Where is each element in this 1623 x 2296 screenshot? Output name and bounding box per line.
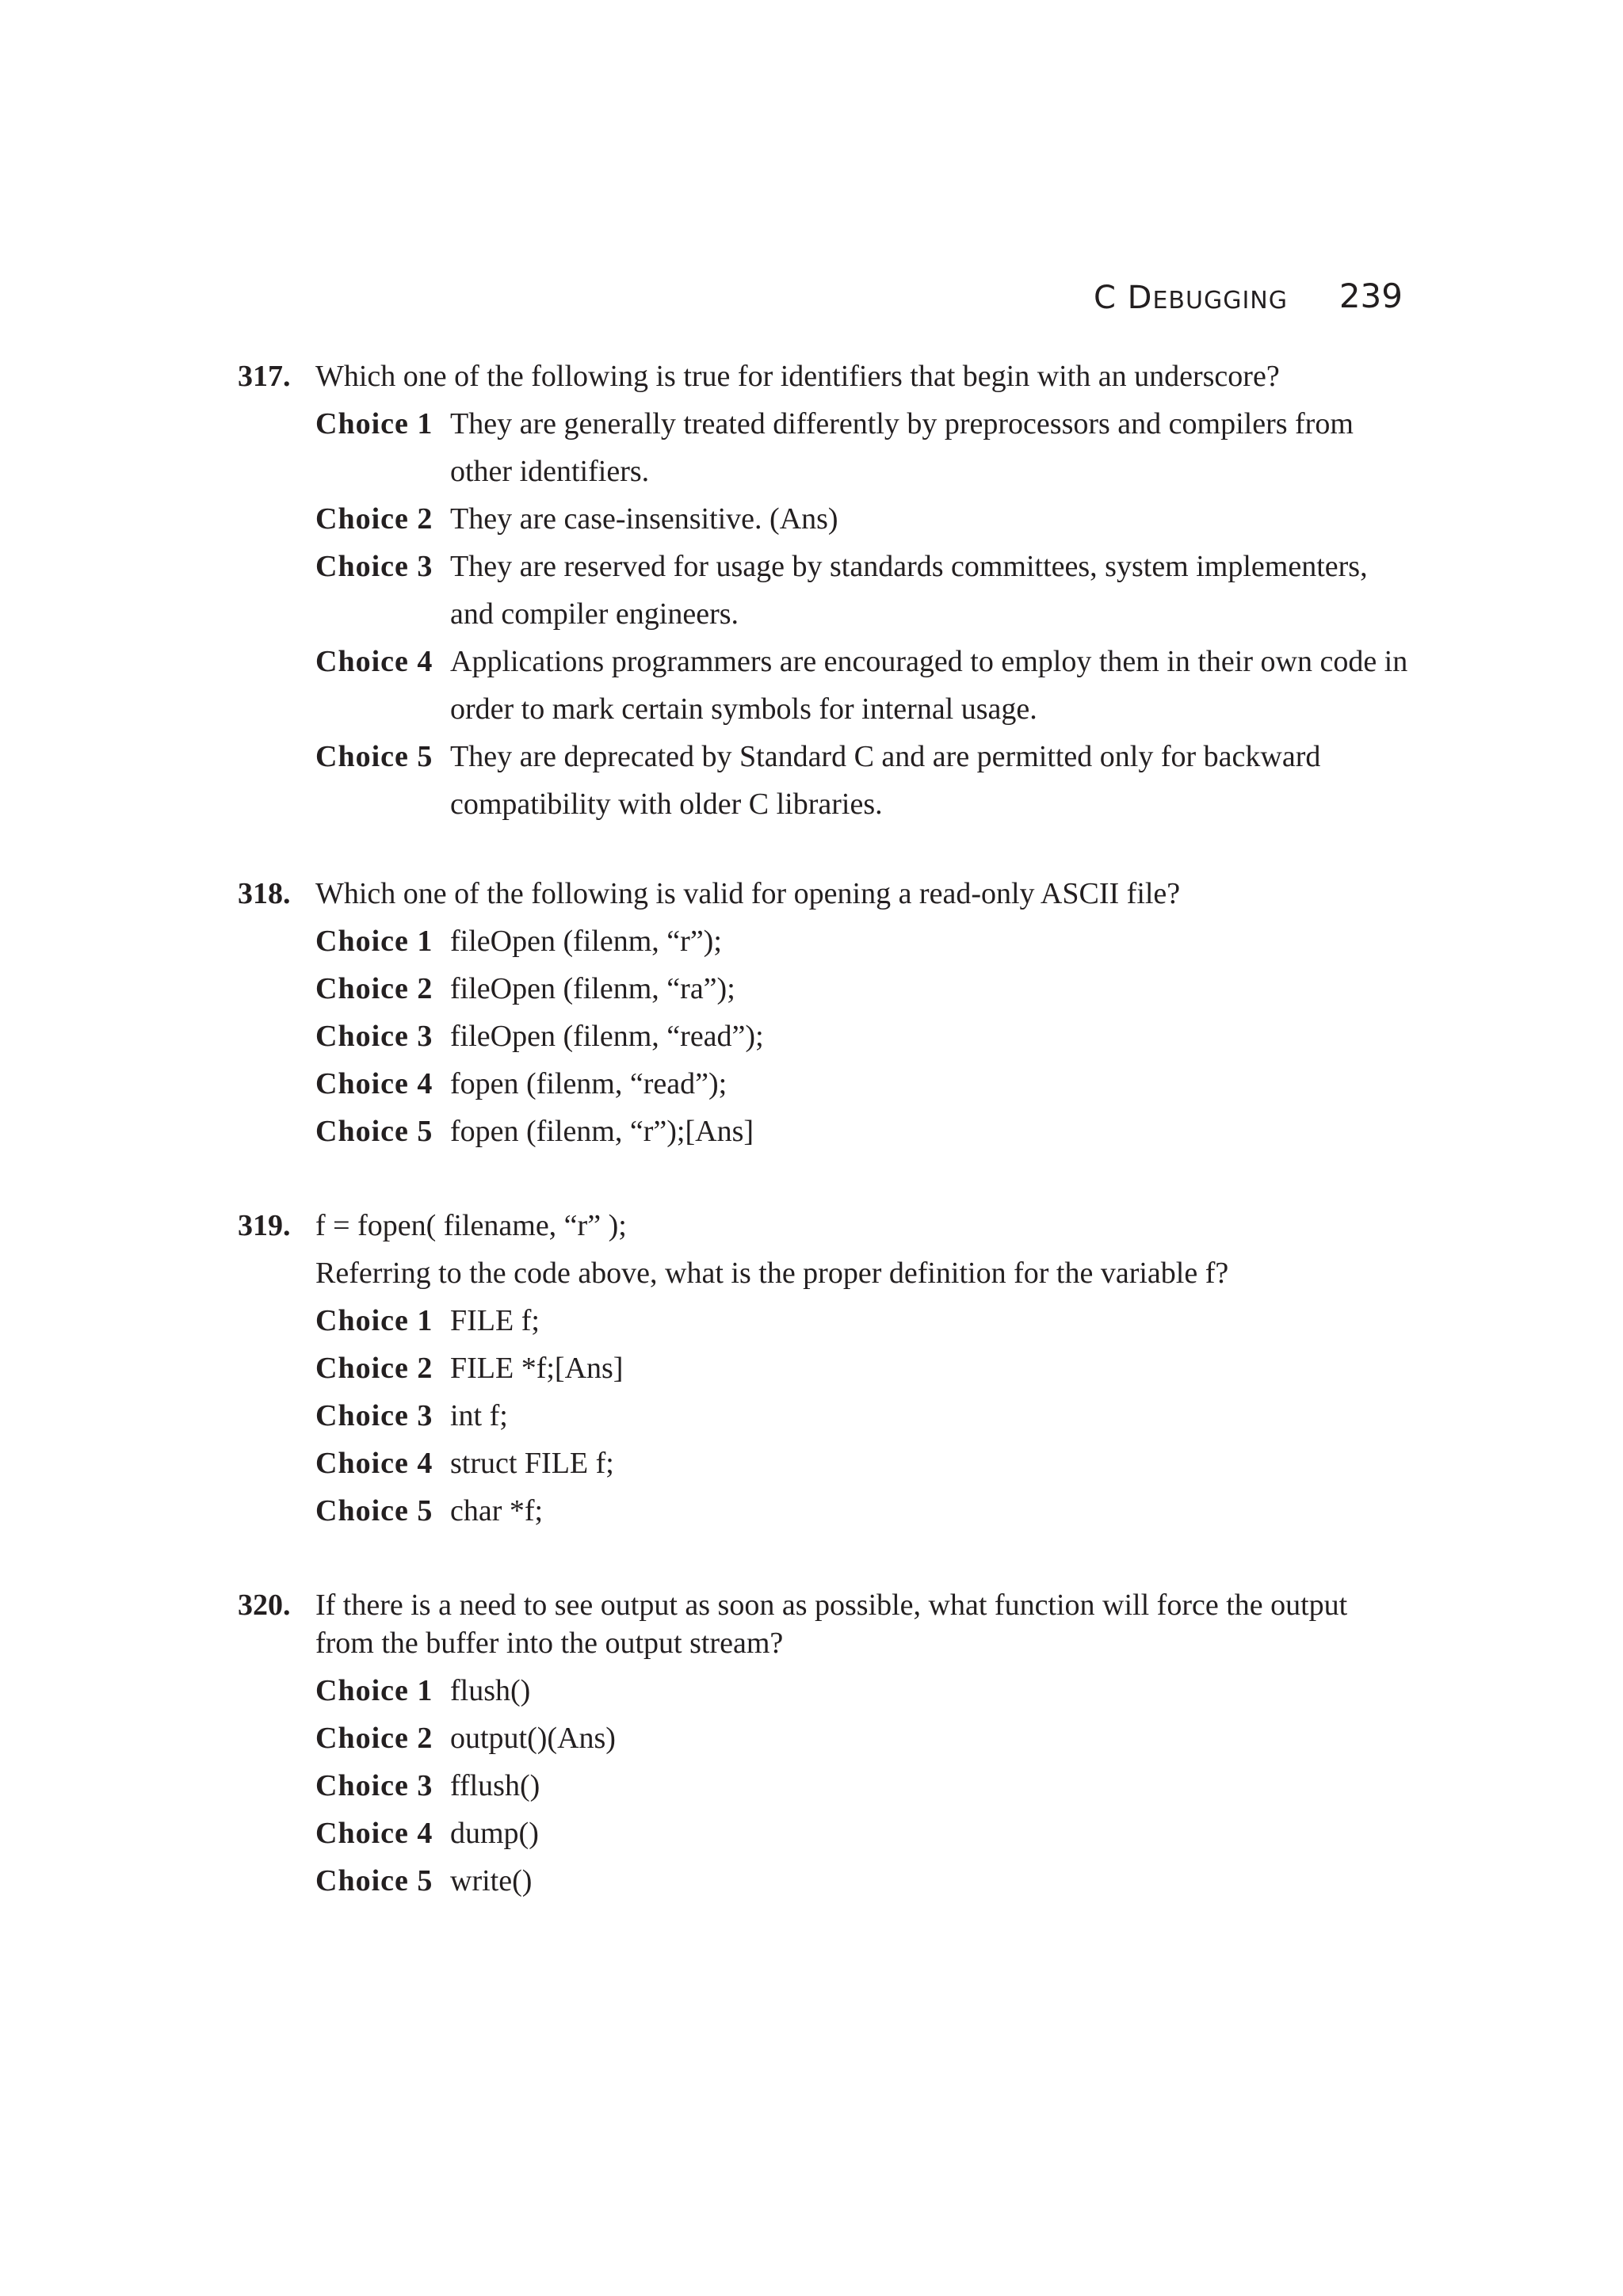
section-title-first: C D [1094, 280, 1153, 316]
choice-text: fopen (filenm, “r”);[Ans] [450, 1115, 754, 1148]
choice-2 [315, 1714, 1411, 1762]
choice-text: They are deprecated by Standard C and are permitted only for backward compatibility with older C libraries. [450, 740, 1321, 821]
choice-1 [315, 1297, 1411, 1344]
section-title [1094, 280, 1288, 316]
choice-label: Choice 4 [315, 645, 433, 678]
question-body [315, 1581, 1411, 1905]
choice-label: Choice 5 [315, 1494, 433, 1527]
choice-label: Choice 1 [315, 407, 433, 441]
choice-4 [315, 1060, 1411, 1108]
choice-label: Choice 2 [315, 1352, 433, 1385]
choice-label: Choice 1 [315, 925, 433, 958]
choice-5 [315, 733, 1411, 828]
question-text: Which one of the following is true for identifiers that begin with an underscore? [315, 360, 1280, 393]
choice-label: Choice 4 [315, 1067, 433, 1100]
choice-text: FILE f; [450, 1304, 540, 1337]
choice-5 [315, 1857, 1411, 1905]
choice-text: fopen (filenm, “read”); [450, 1067, 727, 1100]
choice-2 [315, 495, 1411, 543]
running-head [1094, 273, 1403, 318]
question-text: Referring to the code above, what is the proper definition for the variable f? [315, 1257, 1229, 1290]
choice-label: Choice 4 [315, 1817, 433, 1850]
choice-text: They are generally treated differently by preprocessors and compilers from other identifiers. [450, 407, 1354, 488]
choice-text: Applications programmers are encouraged to employ them in their own code in order to mark certain symbols for internal usage. [450, 645, 1408, 726]
choice-text: flush() [450, 1674, 531, 1707]
choice-text: fflush() [450, 1769, 540, 1802]
choice-label: Choice 1 [315, 1674, 433, 1707]
choice-label: Choice 5 [315, 740, 433, 773]
choice-label: Choice 2 [315, 1722, 433, 1755]
choice-label: Choice 3 [315, 1020, 433, 1053]
choice-label: Choice 3 [315, 1399, 433, 1432]
question-320 [238, 1581, 1411, 1905]
question-number: 319. [238, 1209, 291, 1242]
choice-3 [315, 1762, 1411, 1810]
choice-label: Choice 1 [315, 1304, 433, 1337]
choice-text: output()(Ans) [450, 1722, 616, 1755]
choice-text: They are case-insensitive. (Ans) [450, 502, 838, 536]
question-number: 318. [238, 877, 291, 910]
choice-text: FILE *f;[Ans] [450, 1352, 624, 1385]
choice-text: They are reserved for usage by standards committees, system implementers, and compiler engineers. [450, 550, 1368, 631]
choice-3 [315, 1392, 1411, 1440]
choice-label: Choice 3 [315, 1769, 433, 1802]
choice-1 [315, 400, 1411, 495]
section-title-rest: EBUGGING [1152, 287, 1288, 315]
choice-5 [315, 1487, 1411, 1535]
question-body [315, 870, 1411, 1155]
choice-label: Choice 3 [315, 550, 433, 583]
choice-4 [315, 638, 1411, 733]
question-body [315, 1202, 1411, 1535]
choice-2 [315, 1344, 1411, 1392]
choice-label: Choice 5 [315, 1864, 433, 1897]
choice-5 [315, 1108, 1411, 1155]
choice-text: fileOpen (filenm, “read”); [450, 1020, 764, 1053]
code-snippet: f = fopen( filename, “r” ); [315, 1209, 627, 1242]
choice-4 [315, 1810, 1411, 1857]
question-body [315, 353, 1411, 828]
choice-label: Choice 5 [315, 1115, 433, 1148]
choice-text: write() [450, 1864, 533, 1897]
choice-text: fileOpen (filenm, “r”); [450, 925, 722, 958]
choice-3 [315, 1013, 1411, 1060]
question-number: 317. [238, 360, 291, 393]
choice-2 [315, 965, 1411, 1013]
choice-text: char *f; [450, 1494, 544, 1527]
choice-text: fileOpen (filenm, “ra”); [450, 972, 735, 1005]
question-number: 320. [238, 1589, 291, 1622]
question-317 [238, 353, 1411, 828]
choice-3 [315, 543, 1411, 638]
page-number: 239 [1338, 277, 1403, 315]
choice-1 [315, 1667, 1411, 1714]
choice-label: Choice 2 [315, 972, 433, 1005]
choice-1 [315, 917, 1411, 965]
choice-label: Choice 4 [315, 1447, 433, 1480]
question-318 [238, 870, 1411, 1155]
choice-text: dump() [450, 1817, 539, 1850]
choice-text: int f; [450, 1399, 508, 1432]
choice-label: Choice 2 [315, 502, 433, 536]
question-text: If there is a need to see output as soon as possible, what function will force the output from the buffer into the output stream? [315, 1589, 1348, 1660]
question-text: Which one of the following is valid for opening a read-only ASCII file? [315, 877, 1181, 910]
question-319 [238, 1202, 1411, 1535]
choice-text: struct FILE f; [450, 1447, 614, 1480]
choice-4 [315, 1440, 1411, 1487]
